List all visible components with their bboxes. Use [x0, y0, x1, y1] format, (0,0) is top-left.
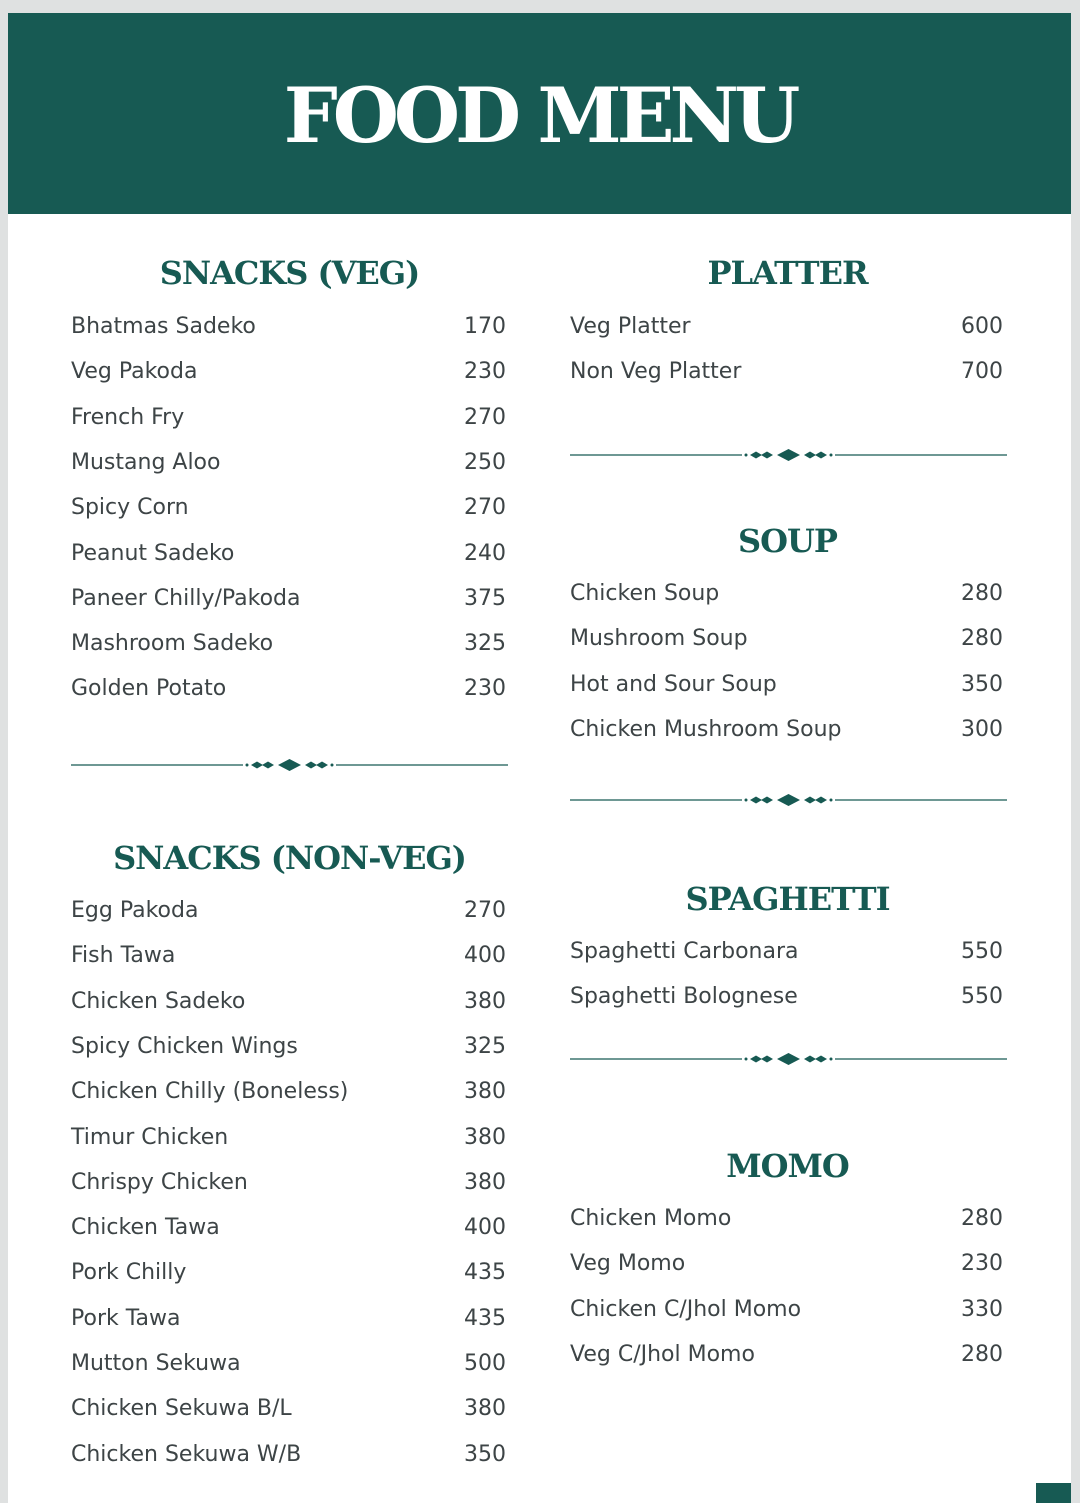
menu-item-name: Veg Platter — [570, 314, 691, 339]
menu-item — [570, 937, 1003, 967]
menu-item-price: 400 — [464, 1215, 506, 1241]
menu-item-name: Spaghetti Carbonara — [570, 939, 799, 964]
menu-item-name: Veg C/Jhol Momo — [570, 1341, 755, 1367]
menu-item — [570, 715, 1003, 745]
ornament-divider — [570, 793, 1007, 807]
menu-item — [71, 1213, 506, 1243]
section-title-platter: PLATTER — [707, 254, 868, 292]
menu-item-name: Spaghetti Bolognese — [570, 984, 798, 1010]
menu-item-price: 170 — [464, 314, 506, 339]
menu-item-price: 270 — [464, 898, 506, 923]
menu-item-price: 270 — [464, 495, 506, 521]
menu-item-price: 700 — [961, 359, 1003, 385]
menu-item-name: Pork Tawa — [71, 1305, 181, 1331]
ornament-divider — [570, 448, 1007, 462]
section-title-snacks-veg: SNACKS (VEG) — [159, 254, 420, 292]
corner-decoration — [1036, 1483, 1071, 1503]
menu-item-price: 270 — [464, 404, 506, 430]
menu-item — [570, 670, 1003, 700]
menu-item — [71, 1077, 506, 1107]
menu-item-price: 435 — [464, 1305, 506, 1331]
menu-item-price: 280 — [961, 1206, 1003, 1231]
menu-item-name: Timur Chicken — [71, 1124, 229, 1150]
menu-item — [71, 584, 506, 614]
menu-item — [570, 982, 1003, 1012]
menu-item-name: Chicken Chilly (Boneless) — [71, 1079, 349, 1105]
menu-item — [570, 624, 1003, 654]
menu-item — [71, 896, 506, 926]
menu-item-price: 400 — [464, 943, 506, 969]
menu-item-name: Non Veg Platter — [570, 359, 742, 385]
header-banner — [8, 13, 1071, 214]
menu-page — [8, 13, 1071, 1503]
menu-item-name: Hot and Sour Soup — [570, 671, 777, 697]
menu-item-name: Mutton Sekuwa — [71, 1351, 241, 1376]
menu-item-name: Mushroom Soup — [570, 626, 748, 652]
menu-item-price: 380 — [464, 988, 506, 1014]
menu-item-name: Chicken Sekuwa W/B — [71, 1441, 302, 1467]
menu-item-price: 350 — [961, 671, 1003, 697]
menu-item — [71, 1032, 506, 1062]
page-title: FOOD MENU — [283, 71, 796, 160]
ornament-divider — [71, 758, 508, 772]
menu-item — [71, 1349, 506, 1379]
menu-item-price: 280 — [961, 581, 1003, 606]
menu-item-name: Spicy Corn — [71, 495, 189, 521]
menu-item-name: Mustang Aloo — [71, 449, 221, 475]
menu-item — [570, 1249, 1003, 1279]
section-title-soup: SOUP — [738, 522, 837, 560]
menu-item-price: 600 — [961, 314, 1003, 339]
menu-item-price: 280 — [961, 1341, 1003, 1367]
menu-item-name: Chicken Momo — [570, 1206, 732, 1231]
menu-item-name: Mashroom Sadeko — [71, 631, 274, 657]
menu-item — [71, 1123, 506, 1153]
menu-item — [71, 987, 506, 1017]
menu-item-name: Spicy Chicken Wings — [71, 1033, 298, 1059]
menu-item — [71, 312, 506, 342]
menu-item — [570, 312, 1003, 342]
menu-item-price: 500 — [464, 1351, 506, 1376]
section-title-spaghetti: SPAGHETTI — [685, 880, 890, 918]
menu-item — [570, 1204, 1003, 1234]
menu-item-name: Chicken Sadeko — [71, 988, 246, 1014]
menu-item — [71, 403, 506, 433]
menu-item-name: Egg Pakoda — [71, 898, 199, 923]
menu-item-price: 330 — [961, 1296, 1003, 1322]
menu-item-price: 325 — [464, 631, 506, 657]
menu-item-price: 300 — [961, 716, 1003, 742]
menu-item — [570, 357, 1003, 387]
menu-item-name: Bhatmas Sadeko — [71, 314, 256, 339]
menu-item-price: 380 — [464, 1169, 506, 1195]
menu-item — [570, 1340, 1003, 1370]
menu-item — [71, 1304, 506, 1334]
menu-item — [71, 1440, 506, 1470]
menu-item — [570, 579, 1003, 609]
menu-item — [71, 493, 506, 523]
menu-item-price: 280 — [961, 626, 1003, 652]
menu-item-name: Golden Potato — [71, 676, 227, 702]
menu-item — [71, 629, 506, 659]
menu-item-name: French Fry — [71, 404, 185, 430]
menu-item-name: Veg Pakoda — [71, 359, 198, 385]
section-title-momo: MOMO — [726, 1147, 849, 1185]
menu-item — [71, 1168, 506, 1198]
menu-item — [71, 1258, 506, 1288]
menu-item — [71, 674, 506, 704]
menu-item-name: Chrispy Chicken — [71, 1169, 248, 1195]
menu-item-price: 230 — [464, 359, 506, 385]
menu-item — [71, 539, 506, 569]
menu-item-name: Veg Momo — [570, 1251, 686, 1277]
ornament-divider — [570, 1052, 1007, 1066]
menu-item-name: Chicken Mushroom Soup — [570, 716, 842, 742]
menu-item — [71, 941, 506, 971]
menu-item-price: 550 — [961, 939, 1003, 964]
menu-item-name: Pork Chilly — [71, 1260, 187, 1286]
menu-item-price: 250 — [464, 449, 506, 475]
menu-item — [71, 357, 506, 387]
menu-item-price: 380 — [464, 1079, 506, 1105]
section-title-snacks-nonveg: SNACKS (NON-VEG) — [113, 839, 466, 877]
menu-item — [570, 1295, 1003, 1325]
menu-item — [71, 1394, 506, 1424]
menu-item-name: Chicken Soup — [570, 581, 720, 606]
menu-item-price: 380 — [464, 1124, 506, 1150]
menu-item-name: Chicken C/Jhol Momo — [570, 1296, 802, 1322]
menu-item-name: Fish Tawa — [71, 943, 176, 969]
menu-item-price: 325 — [464, 1033, 506, 1059]
menu-item-price: 375 — [464, 585, 506, 611]
menu-item-price: 435 — [464, 1260, 506, 1286]
menu-item-name: Peanut Sadeko — [71, 540, 235, 566]
menu-item-name: Chicken Tawa — [71, 1215, 220, 1241]
menu-item-name: Chicken Sekuwa B/L — [71, 1396, 292, 1422]
menu-item-name: Paneer Chilly/Pakoda — [71, 585, 301, 611]
menu-item — [71, 448, 506, 478]
menu-item-price: 380 — [464, 1396, 506, 1422]
menu-item-price: 550 — [961, 984, 1003, 1010]
menu-item-price: 350 — [464, 1441, 506, 1467]
menu-item-price: 240 — [464, 540, 506, 566]
menu-item-price: 230 — [464, 676, 506, 702]
menu-item-price: 230 — [961, 1251, 1003, 1277]
